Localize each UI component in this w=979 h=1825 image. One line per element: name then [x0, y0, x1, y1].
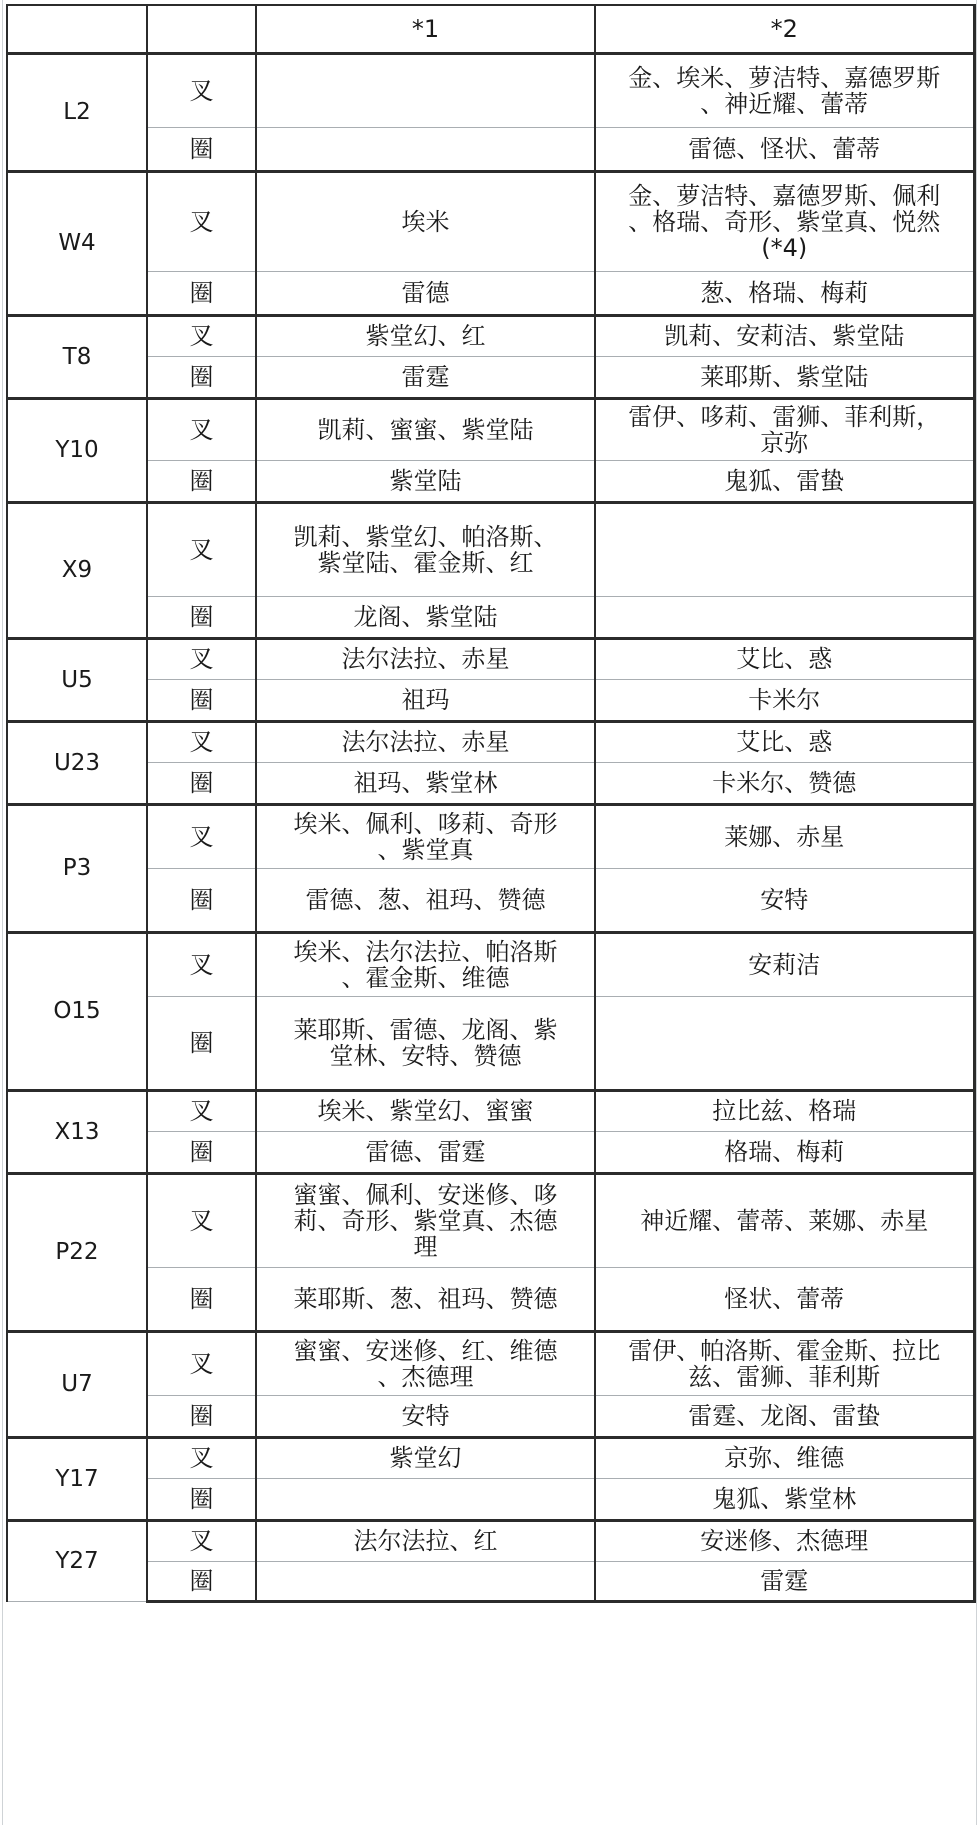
- mark-type-cell: 圈: [147, 356, 256, 398]
- col1-cell: [256, 127, 595, 171]
- col2-cell: 鬼狐、雷蛰: [595, 460, 974, 502]
- mark-type-cell: 圈: [147, 1478, 256, 1520]
- mark-type-cell: 叉: [147, 1173, 256, 1267]
- col2-cell: 安莉洁: [595, 932, 974, 996]
- header-cell-group: [7, 5, 147, 53]
- col1-cell: [256, 1561, 595, 1601]
- table-row: [7, 596, 974, 638]
- mark-type-cell: 叉: [147, 1331, 256, 1395]
- mark-type-cell: 圈: [147, 996, 256, 1090]
- group-label-cell: U23: [7, 721, 147, 804]
- table-row: [7, 356, 974, 398]
- group-label-cell: X13: [7, 1090, 147, 1173]
- col2-cell: 葱、格瑞、梅莉: [595, 271, 974, 315]
- col2-cell: 莱娜、赤星: [595, 804, 974, 868]
- col1-cell: 蜜蜜、佩利、安迷修、哆 莉、奇形、紫堂真、杰德 理: [256, 1173, 595, 1267]
- col2-cell: 鬼狐、紫堂林: [595, 1478, 974, 1520]
- col2-cell: 神近耀、蕾蒂、莱娜、赤星: [595, 1173, 974, 1267]
- mark-type-cell: 圈: [147, 1395, 256, 1437]
- col2-cell: 金、埃米、萝洁特、嘉德罗斯 、神近耀、蕾蒂: [595, 53, 974, 127]
- group-label-cell: T8: [7, 315, 147, 398]
- group-label-cell: X9: [7, 502, 147, 638]
- col1-cell: 凯莉、蜜蜜、紫堂陆: [256, 398, 595, 460]
- col1-cell: 莱耶斯、雷德、龙阁、紫 堂林、安特、赞德: [256, 996, 595, 1090]
- col2-cell: 艾比、惑: [595, 638, 974, 679]
- col2-cell: [595, 596, 974, 638]
- col1-cell: 安特: [256, 1395, 595, 1437]
- sheet-gridline: [976, 0, 977, 1825]
- header-cell-col1: *1: [256, 5, 595, 53]
- table-row: [7, 804, 974, 868]
- table-row: [7, 315, 974, 356]
- col2-cell: 卡米尔、赞德: [595, 762, 974, 804]
- table-row: [7, 271, 974, 315]
- col1-cell: 雷德、雷霆: [256, 1131, 595, 1173]
- mark-type-cell: 圈: [147, 271, 256, 315]
- group-label-cell: U7: [7, 1331, 147, 1437]
- col1-cell: 紫堂幻、红: [256, 315, 595, 356]
- table-row: [7, 127, 974, 171]
- table-row: [7, 868, 974, 932]
- mark-type-cell: 叉: [147, 171, 256, 271]
- col1-cell: 雷霆: [256, 356, 595, 398]
- table-row: [7, 53, 974, 127]
- table-row: [7, 1331, 974, 1395]
- mark-type-cell: 圈: [147, 596, 256, 638]
- col2-cell: 安迷修、杰德理: [595, 1520, 974, 1561]
- group-label-cell: Y10: [7, 398, 147, 502]
- mark-type-cell: 圈: [147, 1561, 256, 1601]
- col1-cell: [256, 53, 595, 127]
- col2-cell: 雷伊、哆莉、雷狮、菲利斯， 京弥: [595, 398, 974, 460]
- sheet-gridline: [2, 0, 3, 1825]
- table-row: [7, 171, 974, 271]
- col1-cell: 法尔法拉、赤星: [256, 638, 595, 679]
- group-label-cell: L2: [7, 53, 147, 171]
- col1-cell: 祖玛、紫堂林: [256, 762, 595, 804]
- col2-cell: 雷霆、龙阁、雷蛰: [595, 1395, 974, 1437]
- table-row: [7, 398, 974, 460]
- col1-cell: 紫堂陆: [256, 460, 595, 502]
- col1-cell: 法尔法拉、红: [256, 1520, 595, 1561]
- table-row: [7, 721, 974, 762]
- col1-cell: 紫堂幻: [256, 1437, 595, 1478]
- mark-type-cell: 圈: [147, 127, 256, 171]
- table-row: [7, 1173, 974, 1267]
- col2-cell: 雷德、怪状、蕾蒂: [595, 127, 974, 171]
- table-row: [7, 1520, 974, 1561]
- table-row: [7, 996, 974, 1090]
- mark-type-cell: 圈: [147, 1267, 256, 1331]
- mark-type-cell: 圈: [147, 1131, 256, 1173]
- col1-cell: 埃米、紫堂幻、蜜蜜: [256, 1090, 595, 1131]
- table-row: [7, 638, 974, 679]
- col2-cell: 艾比、惑: [595, 721, 974, 762]
- col1-cell: 埃米、佩利、哆莉、奇形 、紫堂真: [256, 804, 595, 868]
- mark-type-cell: 叉: [147, 1437, 256, 1478]
- table-row: [7, 1478, 974, 1520]
- mark-type-cell: 叉: [147, 53, 256, 127]
- header-cell-type: [147, 5, 256, 53]
- group-label-cell: Y27: [7, 1520, 147, 1601]
- mark-type-cell: 叉: [147, 1090, 256, 1131]
- mark-type-cell: 叉: [147, 398, 256, 460]
- col1-cell: 祖玛: [256, 679, 595, 721]
- col1-cell: [256, 1478, 595, 1520]
- group-label-cell: O15: [7, 932, 147, 1090]
- col1-cell: 蜜蜜、安迷修、红、维德 、杰德理: [256, 1331, 595, 1395]
- mark-type-cell: 叉: [147, 1520, 256, 1561]
- col1-cell: 雷德: [256, 271, 595, 315]
- header-cell-col2: *2: [595, 5, 974, 53]
- table-row: [7, 1267, 974, 1331]
- table-row: [7, 460, 974, 502]
- table-row: [7, 1561, 974, 1601]
- col2-cell: 安特: [595, 868, 974, 932]
- col2-cell: 金、萝洁特、嘉德罗斯、佩利 、格瑞、奇形、紫堂真、悦然 (*4): [595, 171, 974, 271]
- mark-type-cell: 圈: [147, 868, 256, 932]
- mark-type-cell: 叉: [147, 804, 256, 868]
- table-row: [7, 679, 974, 721]
- table-row: [7, 1395, 974, 1437]
- mark-type-cell: 叉: [147, 502, 256, 596]
- mark-type-cell: 叉: [147, 638, 256, 679]
- col1-cell: 莱耶斯、葱、祖玛、赞德: [256, 1267, 595, 1331]
- col2-cell: 凯莉、安莉洁、紫堂陆: [595, 315, 974, 356]
- table-row: [7, 1131, 974, 1173]
- mark-type-cell: 圈: [147, 460, 256, 502]
- group-label-cell: P22: [7, 1173, 147, 1331]
- table-row: [7, 502, 974, 596]
- table-row: [7, 1437, 974, 1478]
- group-label-cell: U5: [7, 638, 147, 721]
- table-row: [7, 1090, 974, 1131]
- col2-cell: 京弥、维德: [595, 1437, 974, 1478]
- col2-cell: 莱耶斯、紫堂陆: [595, 356, 974, 398]
- col2-cell: 雷霆: [595, 1561, 974, 1601]
- mark-type-cell: 叉: [147, 721, 256, 762]
- col2-cell: 格瑞、梅莉: [595, 1131, 974, 1173]
- col2-cell: 拉比兹、格瑞: [595, 1090, 974, 1131]
- col1-cell: 龙阁、紫堂陆: [256, 596, 595, 638]
- col2-cell: 卡米尔: [595, 679, 974, 721]
- data-table: [6, 4, 976, 1603]
- group-label-cell: P3: [7, 804, 147, 932]
- col2-cell: 怪状、蕾蒂: [595, 1267, 974, 1331]
- col2-cell: 雷伊、帕洛斯、霍金斯、拉比 兹、雷狮、菲利斯: [595, 1331, 974, 1395]
- mark-type-cell: 圈: [147, 762, 256, 804]
- group-label-cell: W4: [7, 171, 147, 315]
- mark-type-cell: 圈: [147, 679, 256, 721]
- header-row: [7, 5, 974, 53]
- group-label-cell: Y17: [7, 1437, 147, 1520]
- table-row: [7, 932, 974, 996]
- col2-cell: [595, 996, 974, 1090]
- col2-cell: [595, 502, 974, 596]
- mark-type-cell: 叉: [147, 932, 256, 996]
- mark-type-cell: 叉: [147, 315, 256, 356]
- table-row: [7, 762, 974, 804]
- col1-cell: 凯莉、紫堂幻、帕洛斯、 紫堂陆、霍金斯、红: [256, 502, 595, 596]
- col1-cell: 雷德、葱、祖玛、赞德: [256, 868, 595, 932]
- col1-cell: 埃米: [256, 171, 595, 271]
- col1-cell: 埃米、法尔法拉、帕洛斯 、霍金斯、维德: [256, 932, 595, 996]
- col1-cell: 法尔法拉、赤星: [256, 721, 595, 762]
